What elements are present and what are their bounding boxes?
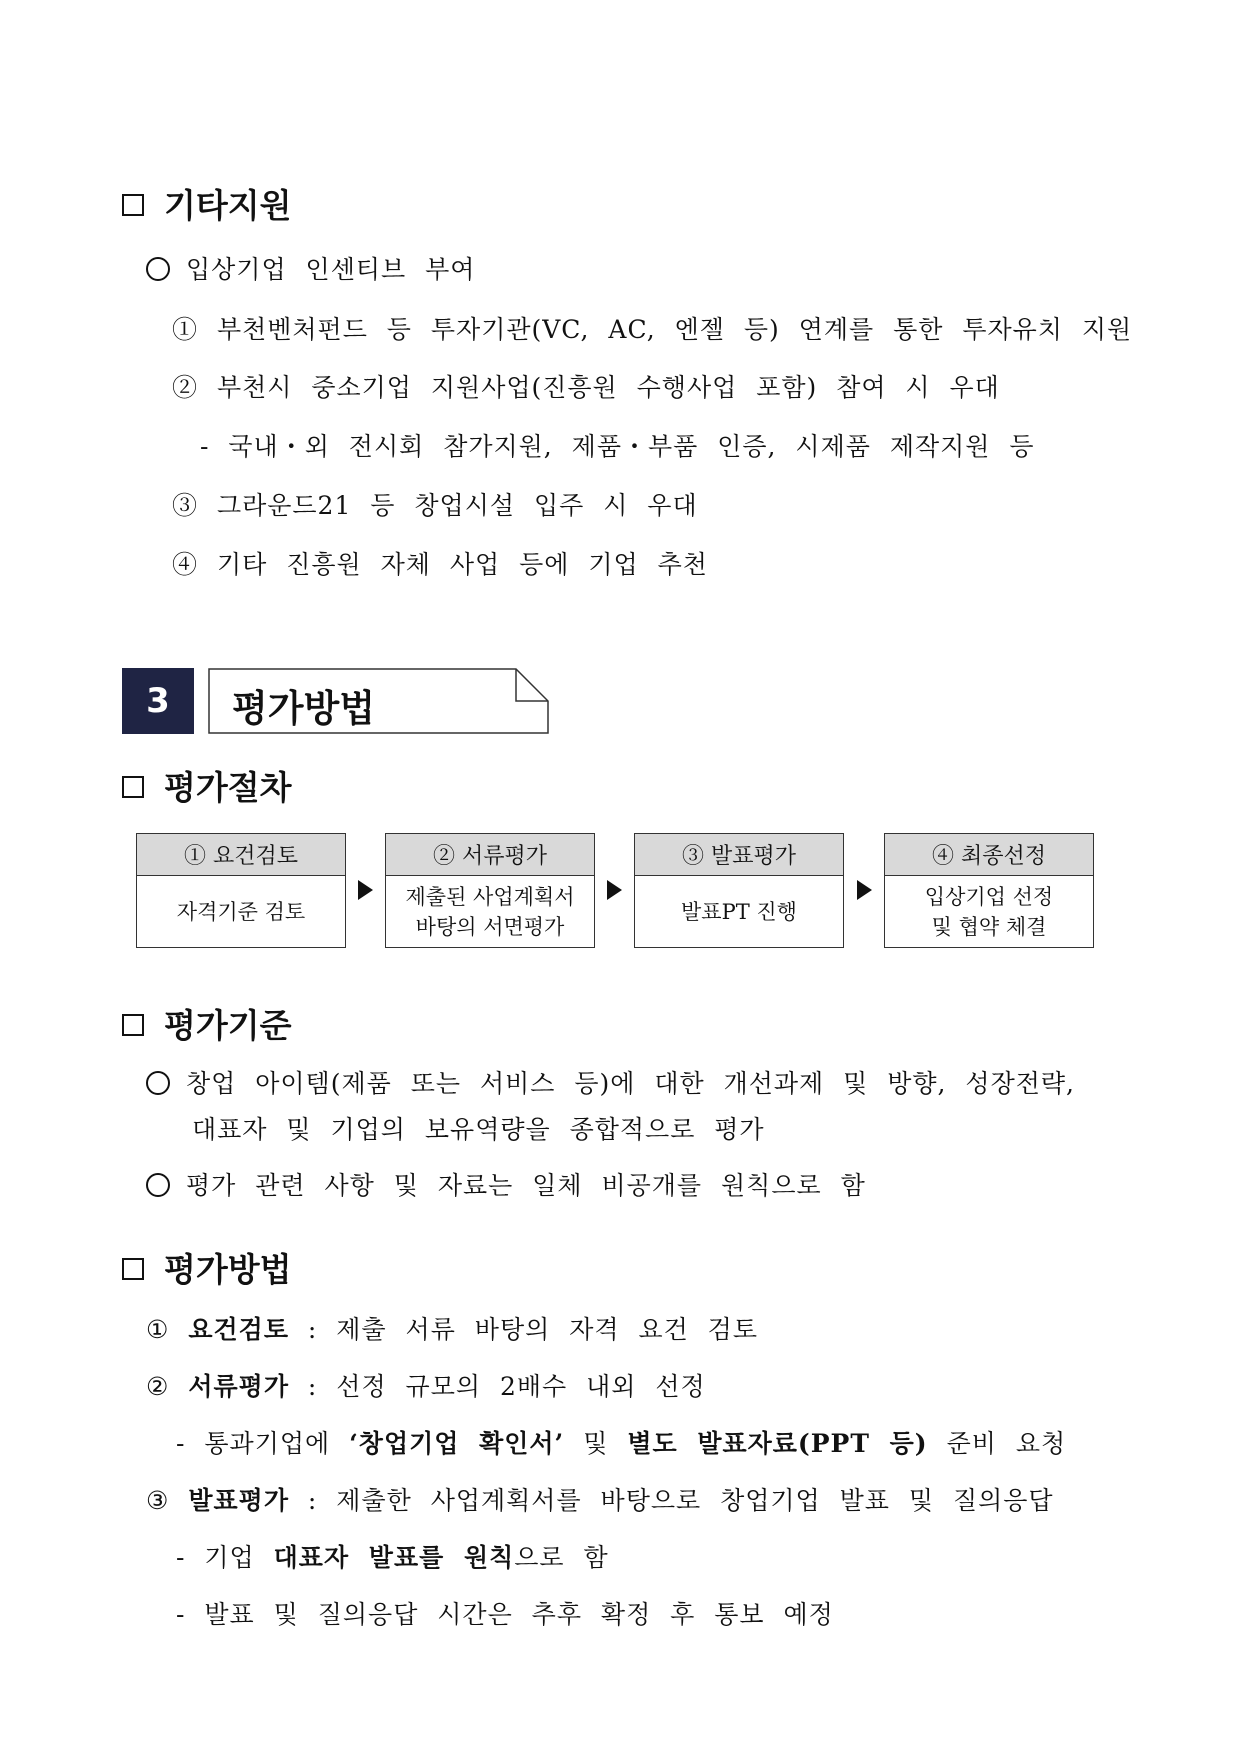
item-number: ③ xyxy=(146,1486,170,1515)
heading-other-support xyxy=(122,180,292,227)
flow-step-head: ④ 최종선정 xyxy=(885,834,1093,876)
item-bold-label: 발표평가 xyxy=(188,1486,289,1515)
flow-step-body-line: 입상기업 선정 xyxy=(924,884,1054,909)
bullet-incentive xyxy=(146,250,475,286)
sub-text: - 통과기업에 xyxy=(176,1429,350,1458)
heading-text: 기타지원 xyxy=(164,186,292,225)
heading-text: 평가방법 xyxy=(164,1250,292,1289)
sub-bold: 대표자 발표를 원칙 xyxy=(273,1543,515,1572)
flow-step-body-line: 바탕의 서면평가 xyxy=(415,914,565,939)
support-item-2: ② 부천시 중소기업 지원사업(진흥원 수행사업 포함) 참여 시 우대 xyxy=(172,373,1000,402)
circle-bullet-icon xyxy=(146,257,170,281)
sub-bold: ‘창업기업 확인서’ xyxy=(349,1429,565,1458)
sub-bold: 별도 발표자료(PPT 등) xyxy=(627,1429,928,1458)
heading-procedure xyxy=(122,762,292,809)
support-item-4: ④ 기타 진흥원 자체 사업 등에 기업 추천 xyxy=(172,550,708,579)
heading-text: 평가기준 xyxy=(164,1006,292,1045)
bullet-text: 평가 관련 사항 및 자료는 일체 비공개를 원칙으로 함 xyxy=(186,1171,866,1200)
flow-step-body xyxy=(386,876,594,947)
criteria-bullet-2 xyxy=(146,1166,866,1202)
square-bullet-icon xyxy=(122,776,144,798)
flow-step-body xyxy=(885,876,1093,947)
sub-text: 및 xyxy=(564,1429,628,1458)
support-subitem: - 국내・외 전시회 참가지원, 제품・부품 인증, 시제품 제작지원 등 xyxy=(200,432,1035,461)
item-number: ① xyxy=(146,1315,170,1344)
method-item-1 xyxy=(146,1310,758,1346)
flow-step-body-line: 제출된 사업계획서 xyxy=(405,884,575,909)
heading-text: 평가절차 xyxy=(164,768,292,807)
flow-step-2 xyxy=(385,833,595,948)
criteria-bullet-1-cont: 대표자 및 기업의 보유역량을 종합적으로 평가 xyxy=(192,1115,765,1144)
arrow-right-icon xyxy=(857,880,872,900)
support-item-1: ① 부천벤처펀드 등 투자기관(VC, AC, 엔젤 등) 연계를 통한 투자유치 지원 xyxy=(172,315,1133,344)
method-item-3 xyxy=(146,1481,1054,1517)
square-bullet-icon xyxy=(122,1258,144,1280)
sub-text: - 기업 xyxy=(176,1543,274,1572)
flow-step-3 xyxy=(634,833,844,948)
method-subitem-1 xyxy=(176,1424,1066,1460)
flow-step-head: ① 요건검토 xyxy=(137,834,345,876)
flow-step-4 xyxy=(884,833,1094,948)
heading-criteria xyxy=(122,1000,292,1047)
flow-step-body: 자격기준 검토 xyxy=(176,899,306,924)
item-text: : 제출 서류 바탕의 자격 요건 검토 xyxy=(288,1315,758,1344)
method-subitem-3: - 발표 및 질의응답 시간은 추후 확정 후 통보 예정 xyxy=(176,1600,834,1629)
flow-step-body-line: 및 협약 체결 xyxy=(931,914,1047,939)
circle-bullet-icon xyxy=(146,1071,170,1095)
support-item-3: ③ 그라운드21 등 창업시설 입주 시 우대 xyxy=(172,491,698,520)
heading-method xyxy=(122,1244,292,1291)
method-item-2 xyxy=(146,1367,706,1403)
flow-step-1 xyxy=(136,833,346,948)
section-title-text: 평가방법 xyxy=(232,687,375,730)
square-bullet-icon xyxy=(122,194,144,216)
criteria-bullet-1 xyxy=(146,1064,1075,1100)
item-text: : 선정 규모의 2배수 내외 선정 xyxy=(288,1372,706,1401)
square-bullet-icon xyxy=(122,1014,144,1036)
section-title-box xyxy=(208,668,549,734)
section-number-badge: 3 xyxy=(122,668,194,734)
sub-text: 으로 함 xyxy=(514,1543,609,1572)
flow-step-head: ② 서류평가 xyxy=(386,834,594,876)
flow-step-head: ③ 발표평가 xyxy=(635,834,843,876)
bullet-text: 입상기업 인센티브 부여 xyxy=(186,255,476,284)
arrow-right-icon xyxy=(607,880,622,900)
item-bold-label: 요건검토 xyxy=(188,1315,289,1344)
item-text: : 제출한 사업계획서를 바탕으로 창업기업 발표 및 질의응답 xyxy=(288,1486,1054,1515)
item-number: ② xyxy=(146,1372,170,1401)
item-bold-label: 서류평가 xyxy=(188,1372,289,1401)
flow-step-body: 발표PT 진행 xyxy=(681,899,797,924)
method-subitem-2 xyxy=(176,1538,609,1574)
arrow-right-icon xyxy=(358,880,373,900)
bullet-text: 창업 아이템(제품 또는 서비스 등)에 대한 개선과제 및 방향, 성장전략, xyxy=(186,1069,1075,1098)
circle-bullet-icon xyxy=(146,1173,170,1197)
sub-text: 준비 요청 xyxy=(927,1429,1067,1458)
